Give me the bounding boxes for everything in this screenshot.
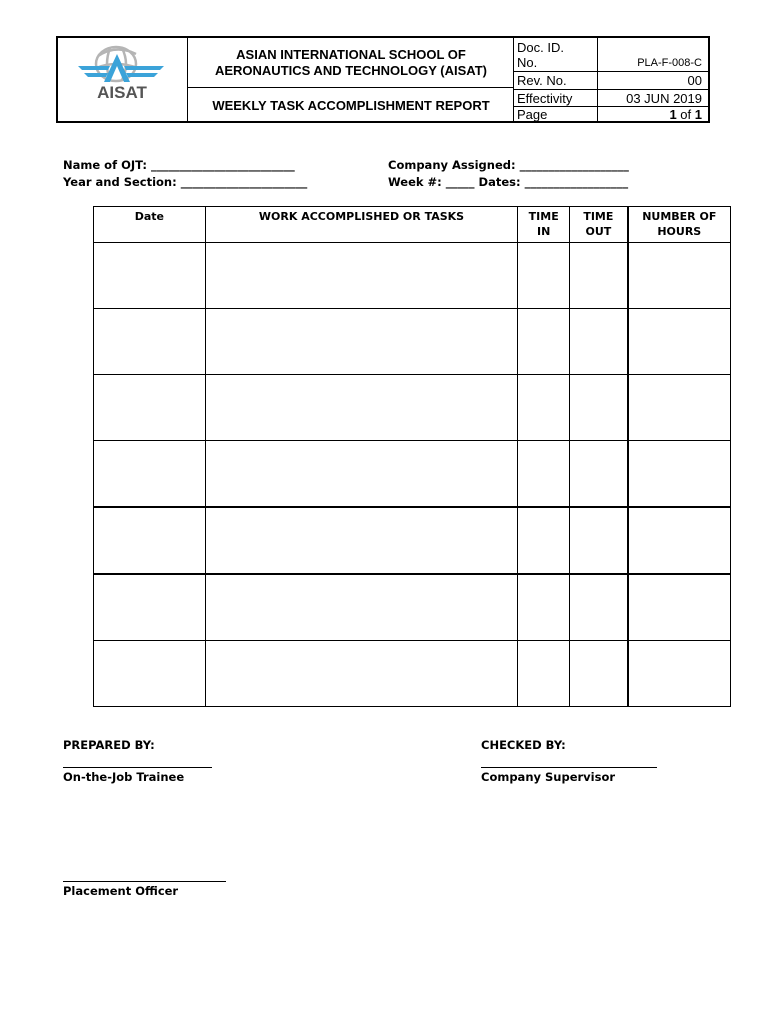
work-cell[interactable] [205, 309, 517, 375]
time-out-cell[interactable] [570, 375, 628, 441]
hours-cell[interactable] [628, 507, 731, 574]
work-cell[interactable] [205, 441, 517, 508]
week-dates-field[interactable]: Week #: _____ Dates: __________________ [388, 175, 629, 189]
doc-id-label: Doc. ID. No. [517, 40, 564, 70]
hours-cell[interactable] [628, 375, 731, 441]
doc-id-value: PLA-F-008-C [637, 57, 702, 69]
header-date: Date [94, 207, 206, 243]
aisat-logo-icon [58, 38, 188, 123]
table-row [94, 641, 731, 707]
time-in-cell[interactable] [518, 574, 570, 641]
date-cell[interactable] [94, 243, 206, 309]
aisat-logo [58, 38, 188, 123]
logo-text: AISAT [97, 83, 147, 102]
supervisor-label: Company Supervisor [481, 770, 616, 784]
date-cell[interactable] [94, 375, 206, 441]
table-row [94, 507, 731, 574]
date-cell[interactable] [94, 441, 206, 508]
work-cell[interactable] [205, 641, 517, 707]
table-header-row [94, 207, 731, 243]
table-row [94, 375, 731, 441]
table-row [94, 243, 731, 309]
header-time-in: TIME IN [518, 207, 570, 243]
header-work: WORK ACCOMPLISHED OR TASKS [205, 207, 517, 243]
time-in-cell[interactable] [518, 375, 570, 441]
hours-cell[interactable] [628, 243, 731, 309]
hours-cell[interactable] [628, 309, 731, 375]
time-out-cell[interactable] [570, 641, 628, 707]
work-cell[interactable] [205, 507, 517, 574]
hours-cell[interactable] [628, 441, 731, 508]
company-assigned-field[interactable]: Company Assigned: ___________________ [388, 158, 629, 172]
prepared-by-label: PREPARED BY: [63, 738, 155, 752]
page-label: Page [517, 107, 548, 122]
year-section-field[interactable]: Year and Section: ______________________ [63, 175, 308, 189]
page-value: 1 of 1 [669, 107, 702, 122]
time-out-cell[interactable] [570, 441, 628, 508]
effectivity-value: 03 JUN 2019 [626, 91, 702, 106]
effectivity-label: Effectivity [517, 91, 573, 106]
checked-by-label: CHECKED BY: [481, 738, 566, 752]
time-in-cell[interactable] [518, 243, 570, 309]
supervisor-signature-line[interactable] [481, 767, 657, 768]
report-title: WEEKLY TASK ACCOMPLISHMENT REPORT [212, 98, 490, 113]
time-out-cell[interactable] [570, 507, 628, 574]
time-out-cell[interactable] [570, 309, 628, 375]
time-in-cell[interactable] [518, 641, 570, 707]
header-time-out: TIME OUT [570, 207, 628, 243]
date-cell[interactable] [94, 507, 206, 574]
work-cell[interactable] [205, 243, 517, 309]
name-of-ojt-field[interactable]: Name of OJT: _________________________ [63, 158, 295, 172]
date-cell[interactable] [94, 641, 206, 707]
time-out-cell[interactable] [570, 574, 628, 641]
hours-cell[interactable] [628, 641, 731, 707]
document-header [56, 36, 710, 123]
time-in-cell[interactable] [518, 309, 570, 375]
school-name: ASIAN INTERNATIONAL SCHOOL OF AERONAUTICS AND TECHNOLOGY (AISAT) [214, 46, 488, 78]
table-row [94, 309, 731, 375]
task-log-table [93, 206, 731, 707]
placement-signature-line[interactable] [63, 881, 226, 882]
placement-officer-label: Placement Officer [63, 884, 179, 898]
work-cell[interactable] [205, 574, 517, 641]
date-cell[interactable] [94, 309, 206, 375]
rev-label: Rev. No. [517, 73, 567, 88]
hours-cell[interactable] [628, 574, 731, 641]
trainee-label: On-the-Job Trainee [63, 770, 185, 784]
table-row [94, 574, 731, 641]
time-out-cell[interactable] [570, 243, 628, 309]
time-in-cell[interactable] [518, 507, 570, 574]
date-cell[interactable] [94, 574, 206, 641]
header-hours: NUMBER OF HOURS [628, 207, 731, 243]
table-row [94, 441, 731, 508]
rev-value: 00 [687, 73, 702, 88]
time-in-cell[interactable] [518, 441, 570, 508]
work-cell[interactable] [205, 375, 517, 441]
trainee-signature-line[interactable] [63, 767, 212, 768]
